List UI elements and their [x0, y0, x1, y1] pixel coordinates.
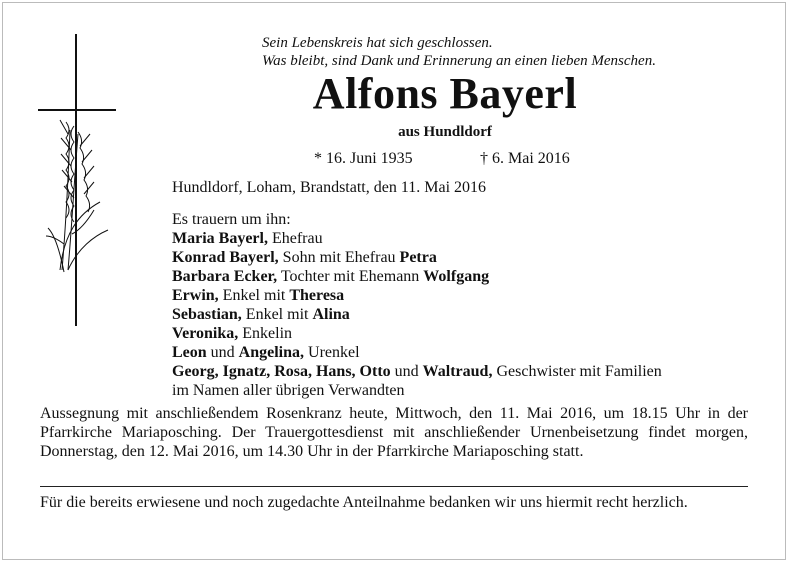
deceased-origin: aus Hundldorf [398, 124, 492, 140]
mourner-name: Alina [312, 306, 350, 323]
mourner-line [172, 267, 750, 286]
mourner-relation: Ehefrau [267, 230, 323, 247]
mourner-relation: und [206, 344, 239, 361]
mourner-relation: Geschwister mit Familien [492, 363, 662, 380]
place-date: Hundldorf, Loham, Brandstatt, den 11. Mai 2016 [172, 179, 487, 196]
mourner-name: Petra [399, 249, 437, 266]
motto-line-2: Was bleibt, sind Dank und Erinnerung an einen lieben Menschen. [262, 53, 656, 69]
service-info: Aussegnung mit anschließendem Rosenkranz heute, Mittwoch, den 11. Mai 2016, um 18.15 Uhr in der Pfarrkirche Mariaposching. Der Trauergottesdienst mit anschließender Urnenbeisetzung findet morgen, Donnerstag, den 12. Mai 2016, um 14.30 Uhr in der Pfarrkirche Mariaposching statt. [40, 405, 748, 460]
mourner-line [172, 362, 750, 381]
death-date: † 6. Mai 2016 [480, 150, 570, 167]
mourner-relation: Tochter mit Ehemann [277, 268, 424, 285]
mourner-line [172, 305, 750, 324]
mourners-intro: Es trauern um ihn: [172, 211, 291, 228]
mourner-name: Angelina, [238, 344, 305, 361]
mourner-line [172, 343, 750, 362]
mourner-relation: Enkelin [238, 325, 293, 342]
deceased-name: Alfons Bayerl [312, 69, 578, 118]
mourner-name: Wolfgang [423, 268, 490, 285]
mourner-name: Barbara Ecker, [172, 268, 278, 285]
mourner-relation: Sohn mit Ehefrau [278, 249, 400, 266]
mourner-name: Theresa [289, 287, 345, 304]
mourner-line [172, 229, 750, 248]
mourner-relation: im Namen aller übrigen Verwandten [172, 382, 405, 399]
mourner-name: Leon [172, 344, 207, 361]
mourner-line [172, 324, 750, 343]
mourner-relation: und [390, 363, 423, 380]
thanks-note: Für die bereits erwiesene und noch zugedachte Anteilnahme bedanken wir uns hiermit recht herzlich. [40, 494, 688, 511]
mourner-name: Georg, Ignatz, Rosa, Hans, Otto [172, 363, 391, 380]
mourner-name: Waltraud, [422, 363, 493, 380]
mourner-relation: Urenkel [304, 344, 360, 361]
mourner-name: Erwin, [172, 287, 219, 304]
motto [262, 34, 656, 70]
mourner-relation: Enkel mit [241, 306, 313, 323]
mourner-name: Konrad Bayerl, [172, 249, 279, 266]
mourner-relation: Enkel mit [218, 287, 290, 304]
mourner-name: Sebastian, [172, 306, 242, 323]
birth-date: * 16. Juni 1935 [314, 150, 413, 167]
motto-line-1: Sein Lebenskreis hat sich geschlossen. [262, 35, 493, 51]
mourners-list [172, 210, 750, 400]
mourner-name: Veronika, [172, 325, 239, 342]
mourner-line [172, 248, 750, 267]
mourner-line [172, 286, 750, 305]
mourner-name: Maria Bayerl, [172, 230, 268, 247]
divider [40, 486, 748, 487]
mourner-line [172, 381, 750, 400]
